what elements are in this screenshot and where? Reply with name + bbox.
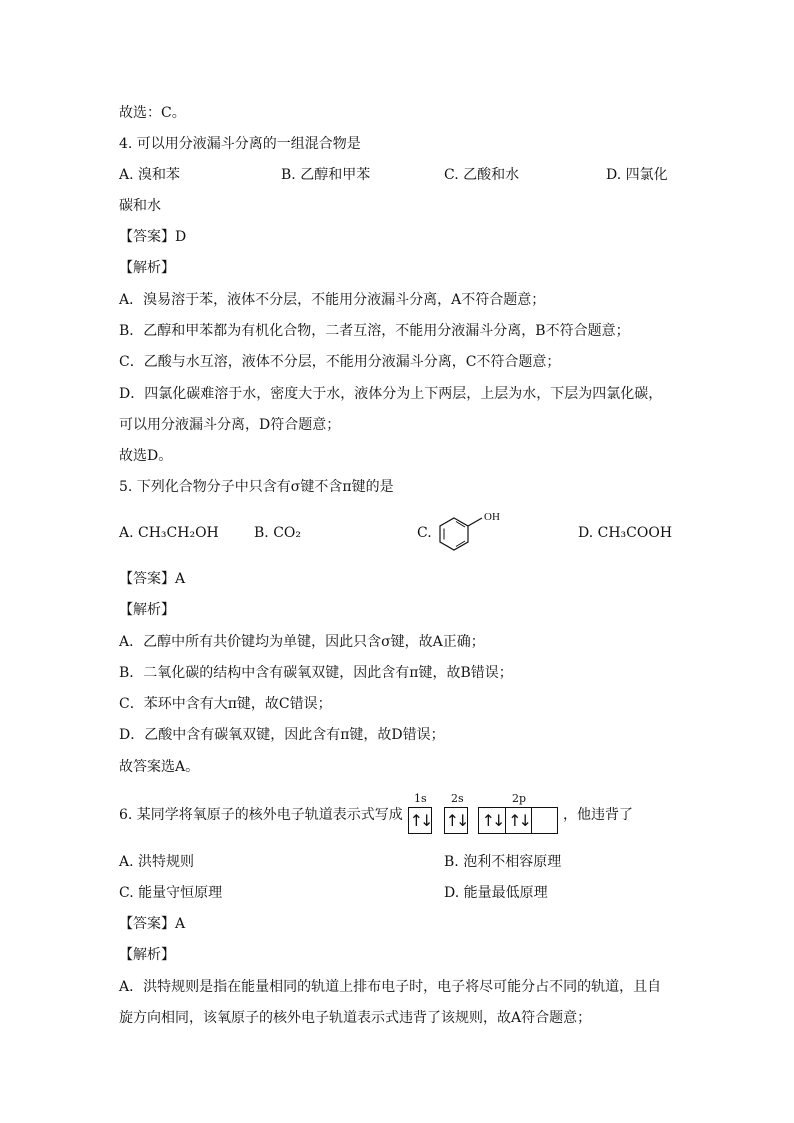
q5-analysis-heading: 【解析】 [119, 602, 175, 618]
q6-analysis-line: A．洪特规则是指在能量相同的轨道上排布电子时，电子将尽可能分占不同的轨道，且自 [119, 979, 662, 995]
q4-analysis-line: A．溴易溶于苯，液体不分层，不能用分液漏斗分离，A不符合题意； [119, 292, 546, 308]
orbital-cell [445, 808, 467, 833]
q6-option-d: D. 能量最低原理 [444, 885, 548, 901]
previous-answer: 故选：C。 [119, 105, 186, 121]
orbital-cell [531, 808, 557, 833]
question-6-stem: 6. 某同学将氧原子的核外电子轨道表示式写成 [119, 807, 403, 823]
q5-analysis-line: 故答案选A。 [119, 759, 200, 775]
q4-analysis-line: D．四氯化碳难溶于水，密度大于水，液体分为上下两层，上层为水，下层为四氯化碳， [119, 386, 663, 402]
c-o-bond [468, 518, 482, 526]
q5-analysis-line: B．二氧化碳的结构中含有碳氧双键，因此含有π键，故B错误； [119, 665, 513, 681]
electron-arrows: ↑↓ [508, 811, 529, 830]
electron-arrows: ↑↓ [445, 811, 467, 830]
q6-option-b: B. 泡利不相容原理 [444, 854, 562, 870]
orbital-box-2s [444, 807, 468, 834]
q4-option-b: B. 乙醇和甲苯 [281, 167, 371, 183]
electron-arrows [532, 808, 557, 833]
q5-option-a: A. CH₃CH₂OH [119, 525, 219, 541]
q4-analysis-line: B．乙醇和甲苯都为有机化合物，二者互溶，不能用分液漏斗分离，B不符合题意； [119, 323, 630, 339]
orbital-box-1s [408, 807, 432, 834]
q4-option-c: C. 乙酸和水 [444, 167, 520, 183]
q4-option-d-continued: 碳和水 [119, 198, 161, 214]
q5-option-c: C. [417, 525, 432, 541]
q5-option-b: B. CO₂ [254, 525, 301, 541]
q5-analysis-line: A．乙醇中所有共价键均为单键，因此只含σ键，故A正确； [119, 634, 485, 650]
electron-arrows: ↑↓ [481, 811, 503, 830]
question-6-stem-end: ，他违背了 [563, 807, 633, 823]
q6-analysis-line: 旋方向相同，该氧原子的核外电子轨道表示式违背了该规则，故A符合题意； [119, 1010, 592, 1026]
phenol-structure [436, 506, 506, 554]
q4-answer: 【答案】D [119, 229, 187, 245]
q6-answer: 【答案】A [119, 916, 186, 932]
question-4-stem: 4. 可以用分液漏斗分离的一组混合物是 [119, 136, 361, 152]
q4-option-d: D. 四氯化 [606, 167, 668, 183]
q5-answer: 【答案】A [119, 571, 186, 587]
orbital-box-2p [478, 807, 558, 834]
q5-analysis-line: D．乙酸中含有碳氧双键，因此含有π键，故D错误； [119, 727, 445, 743]
orbital-label-1s: 1s [414, 792, 427, 805]
q4-analysis-line: 可以用分液漏斗分离，D符合题意； [119, 417, 341, 433]
q6-option-c: C. 能量守恒原理 [119, 885, 223, 901]
q4-analysis-line: 故选D。 [119, 448, 173, 464]
q5-analysis-line: C．苯环中含有大π键，故C错误； [119, 696, 332, 712]
orbital-cell [409, 808, 431, 833]
electron-arrows: ↑↓ [409, 811, 431, 830]
orbital-label-2s: 2s [451, 792, 464, 805]
q4-analysis-line: C．乙酸与水互溶，液体不分层，不能用分液漏斗分离，C不符合题意； [119, 354, 561, 370]
question-5-stem: 5. 下列化合物分子中只含有σ键不含π键的是 [119, 479, 394, 495]
q5-option-d: D. CH₃COOH [578, 525, 673, 541]
q6-option-a: A. 洪特规则 [119, 854, 195, 870]
q4-analysis-heading: 【解析】 [119, 260, 175, 276]
orbital-label-2p: 2p [512, 792, 527, 805]
q6-analysis-heading: 【解析】 [119, 947, 175, 963]
q4-option-a: A. 溴和苯 [119, 167, 181, 183]
orbital-cell [479, 808, 505, 833]
orbital-cell [505, 808, 531, 833]
oh-label: OH [484, 511, 500, 523]
